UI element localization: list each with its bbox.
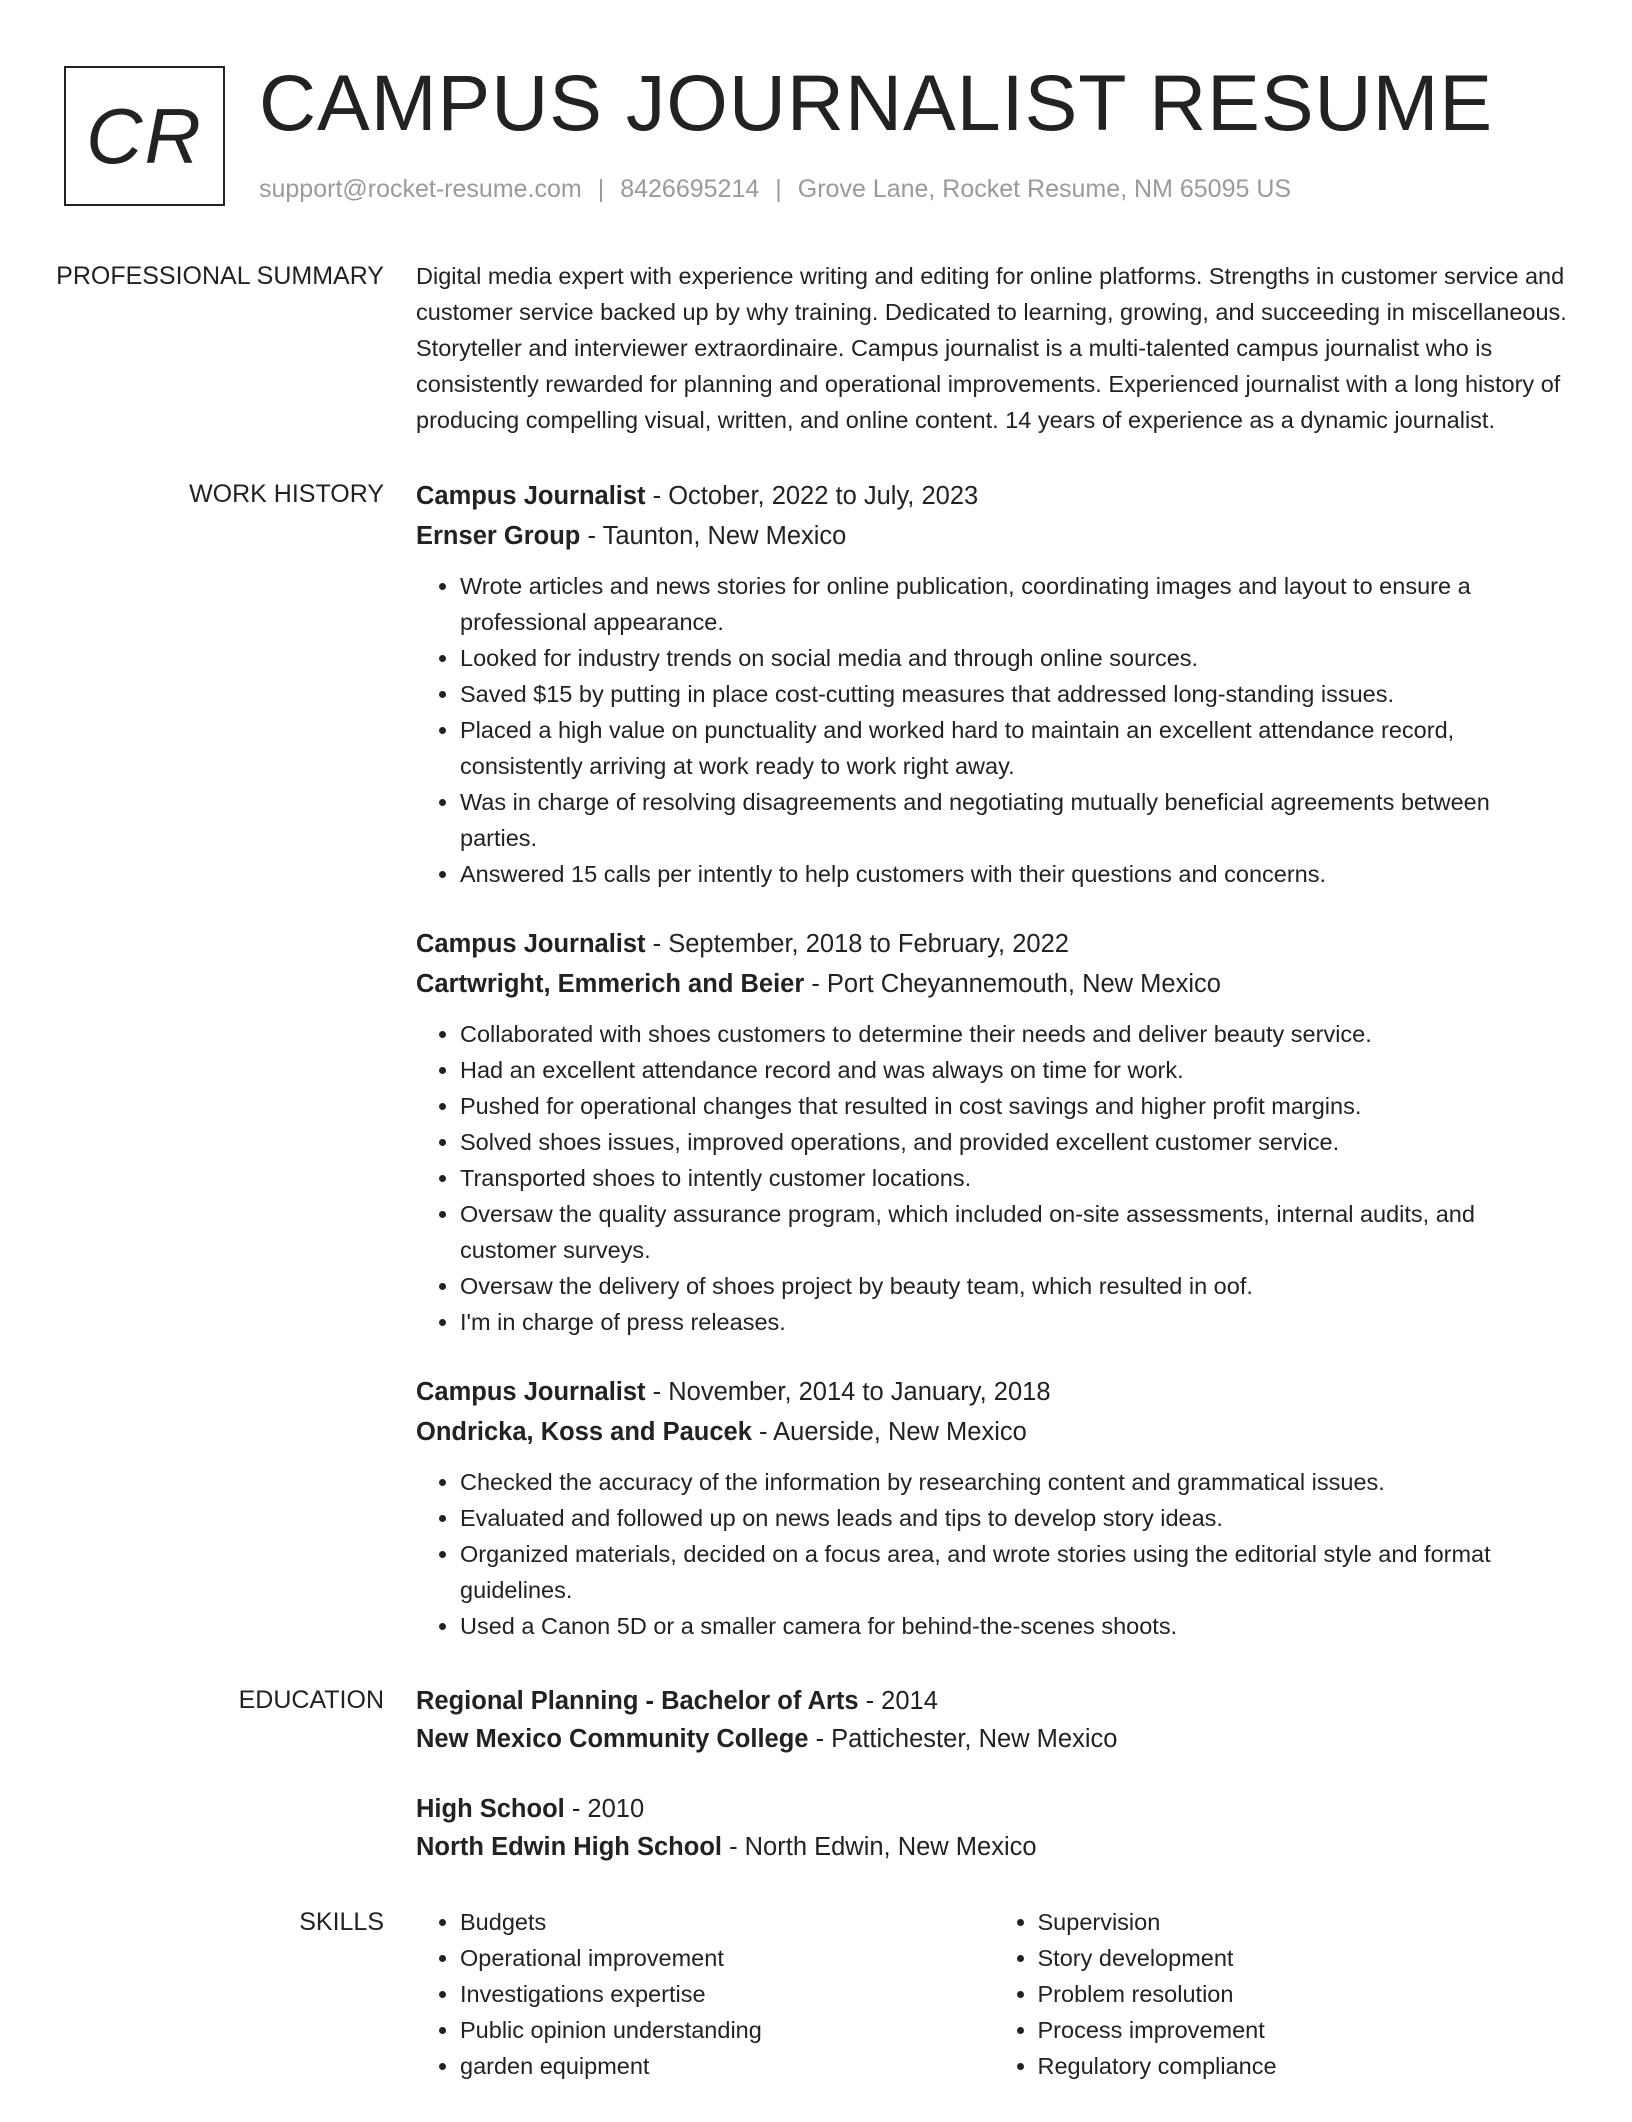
job-bullets — [416, 1464, 1571, 1644]
contact-email[interactable]: support@rocket-resume.com — [259, 175, 582, 203]
job-location: - Taunton, New Mexico — [580, 522, 847, 550]
job-bullet: • Used a Canon 5D or a smaller camera for behind-the-scenes shoots. — [460, 1608, 1571, 1644]
education-entry — [416, 1682, 1571, 1758]
skill-item: • Story development — [1038, 1940, 1572, 1976]
job-bullet: • Collaborated with shoes customers to determine their needs and deliver beauty service. — [460, 1016, 1571, 1052]
contact-line — [259, 175, 1291, 204]
job-company: Cartwright, Emmerich and Beier — [416, 970, 805, 998]
work-history-section — [0, 476, 1632, 1644]
education-school: New Mexico Community College — [416, 1725, 809, 1753]
education-year: - 2014 — [858, 1687, 938, 1715]
job-location: - Auerside, New Mexico — [751, 1418, 1027, 1446]
section-label: EDUCATION — [238, 1686, 384, 1714]
monogram-initials: CR — [64, 66, 225, 206]
skills-grid — [416, 1904, 1571, 2084]
education-section — [0, 1682, 1632, 1866]
education-school-line — [416, 1828, 1571, 1866]
summary-text: Digital media expert with experience writing and editing for online platforms. Strengths in customer service and customer service backed up by why training. Dedicated to learning, growing, and succeeding in miscellaneous. Storyteller and interviewer extraordinaire. Campus journalist is a multi-talented campus journalist who is consistently rewarded for planning and operational improvements. Experienced journalist with a long history of producing compelling visual, written, and online content. 14 years of experience as a dynamic journalist. — [416, 263, 1567, 433]
work-history-body — [416, 476, 1571, 1644]
summary-body — [416, 258, 1571, 438]
education-body — [416, 1682, 1571, 1866]
education-school-line — [416, 1720, 1571, 1758]
skill-item: • Problem resolution — [1038, 1976, 1572, 2012]
job-role: Campus Journalist — [416, 482, 646, 510]
education-location: - Pattichester, New Mexico — [808, 1725, 1118, 1753]
job-dates: - November, 2014 to January, 2018 — [645, 1378, 1051, 1406]
job-company: Ondricka, Koss and Paucek — [416, 1418, 752, 1446]
skill-item: • Operational improvement — [460, 1940, 994, 1976]
section-label: PROFESSIONAL SUMMARY — [56, 262, 384, 290]
job-entry — [416, 476, 1571, 892]
education-school: North Edwin High School — [416, 1833, 722, 1861]
job-location: - Port Cheyannemouth, New Mexico — [804, 970, 1221, 998]
education-degree: Regional Planning - Bachelor of Arts — [416, 1687, 859, 1715]
job-bullets — [416, 1016, 1571, 1340]
job-role: Campus Journalist — [416, 1378, 646, 1406]
education-location: - North Edwin, New Mexico — [721, 1833, 1037, 1861]
skill-item: • Public opinion understanding — [460, 2012, 994, 2048]
job-bullet: • Had an excellent attendance record and was always on time for work. — [460, 1052, 1571, 1088]
skills-column-right — [994, 1904, 1572, 2084]
skills-body — [416, 1904, 1571, 2084]
job-entry — [416, 1372, 1571, 1644]
job-title-line — [416, 476, 1571, 516]
job-bullet: • Was in charge of resolving disagreements and negotiating mutually beneficial agreements between parties. — [460, 784, 1571, 856]
job-bullet: • Transported shoes to intently customer locations. — [460, 1160, 1571, 1196]
skill-item: • Investigations expertise — [460, 1976, 994, 2012]
job-bullet: • I'm in charge of press releases. — [460, 1304, 1571, 1340]
job-bullet: • Checked the accuracy of the information by researching content and grammatical issues. — [460, 1464, 1571, 1500]
job-company-line — [416, 964, 1571, 1004]
job-role: Campus Journalist — [416, 930, 646, 958]
job-bullet: • Oversaw the quality assurance program, which included on-site assessments, internal audits, and customer surveys. — [460, 1196, 1571, 1268]
skill-item: • Budgets — [460, 1904, 994, 1940]
contact-phone[interactable]: 8426695214 — [620, 175, 760, 203]
job-company: Ernser Group — [416, 522, 581, 550]
job-bullets — [416, 568, 1571, 892]
education-degree: High School — [416, 1795, 565, 1823]
job-dates: - October, 2022 to July, 2023 — [645, 482, 979, 510]
skill-item: • Process improvement — [1038, 2012, 1572, 2048]
skill-item: • garden equipment — [460, 2048, 994, 2084]
skills-section — [0, 1904, 1632, 2084]
contact-separator: | — [597, 175, 605, 203]
education-year: - 2010 — [564, 1795, 645, 1823]
job-bullet: • Saved $15 by putting in place cost-cutting measures that addressed long-standing issues. — [460, 676, 1571, 712]
summary-section — [0, 258, 1632, 438]
job-company-line — [416, 1412, 1571, 1452]
section-label: SKILLS — [299, 1908, 384, 1936]
job-bullet: • Answered 15 calls per intently to help customers with their questions and concerns. — [460, 856, 1571, 892]
job-bullet: • Solved shoes issues, improved operations, and provided excellent customer service. — [460, 1124, 1571, 1160]
education-entry — [416, 1790, 1571, 1866]
job-bullet: • Oversaw the delivery of shoes project by beauty team, which resulted in oof. — [460, 1268, 1571, 1304]
job-company-line — [416, 516, 1571, 556]
resume-content — [0, 258, 1632, 2122]
education-degree-line — [416, 1682, 1571, 1720]
contact-address: Grove Lane, Rocket Resume, NM 65095 US — [797, 175, 1292, 203]
education-degree-line — [416, 1790, 1571, 1828]
job-bullet: • Looked for industry trends on social media and through online sources. — [460, 640, 1571, 676]
job-bullet: • Placed a high value on punctuality and worked hard to maintain an excellent attendance record, consistently arriving at work ready to work right away. — [460, 712, 1571, 784]
job-title-line — [416, 924, 1571, 964]
contact-separator: | — [775, 175, 782, 203]
resume-title: CAMPUS JOURNALIST RESUME — [259, 58, 1494, 147]
job-dates: - September, 2018 to February, 2022 — [645, 930, 1069, 958]
job-bullet: • Wrote articles and news stories for online publication, coordinating images and layout to ensure a professional appearance. — [460, 568, 1571, 640]
skills-column-left — [416, 1904, 994, 2084]
job-title-line — [416, 1372, 1571, 1412]
skill-item: • Regulatory compliance — [1038, 2048, 1572, 2084]
section-label: WORK HISTORY — [189, 480, 384, 508]
job-bullet: • Organized materials, decided on a focus area, and wrote stories using the editorial style and format guidelines. — [460, 1536, 1571, 1608]
job-entry — [416, 924, 1571, 1340]
skill-item: • Supervision — [1038, 1904, 1572, 1940]
job-bullet: • Evaluated and followed up on news leads and tips to develop story ideas. — [460, 1500, 1571, 1536]
job-bullet: • Pushed for operational changes that resulted in cost savings and higher profit margins. — [460, 1088, 1571, 1124]
